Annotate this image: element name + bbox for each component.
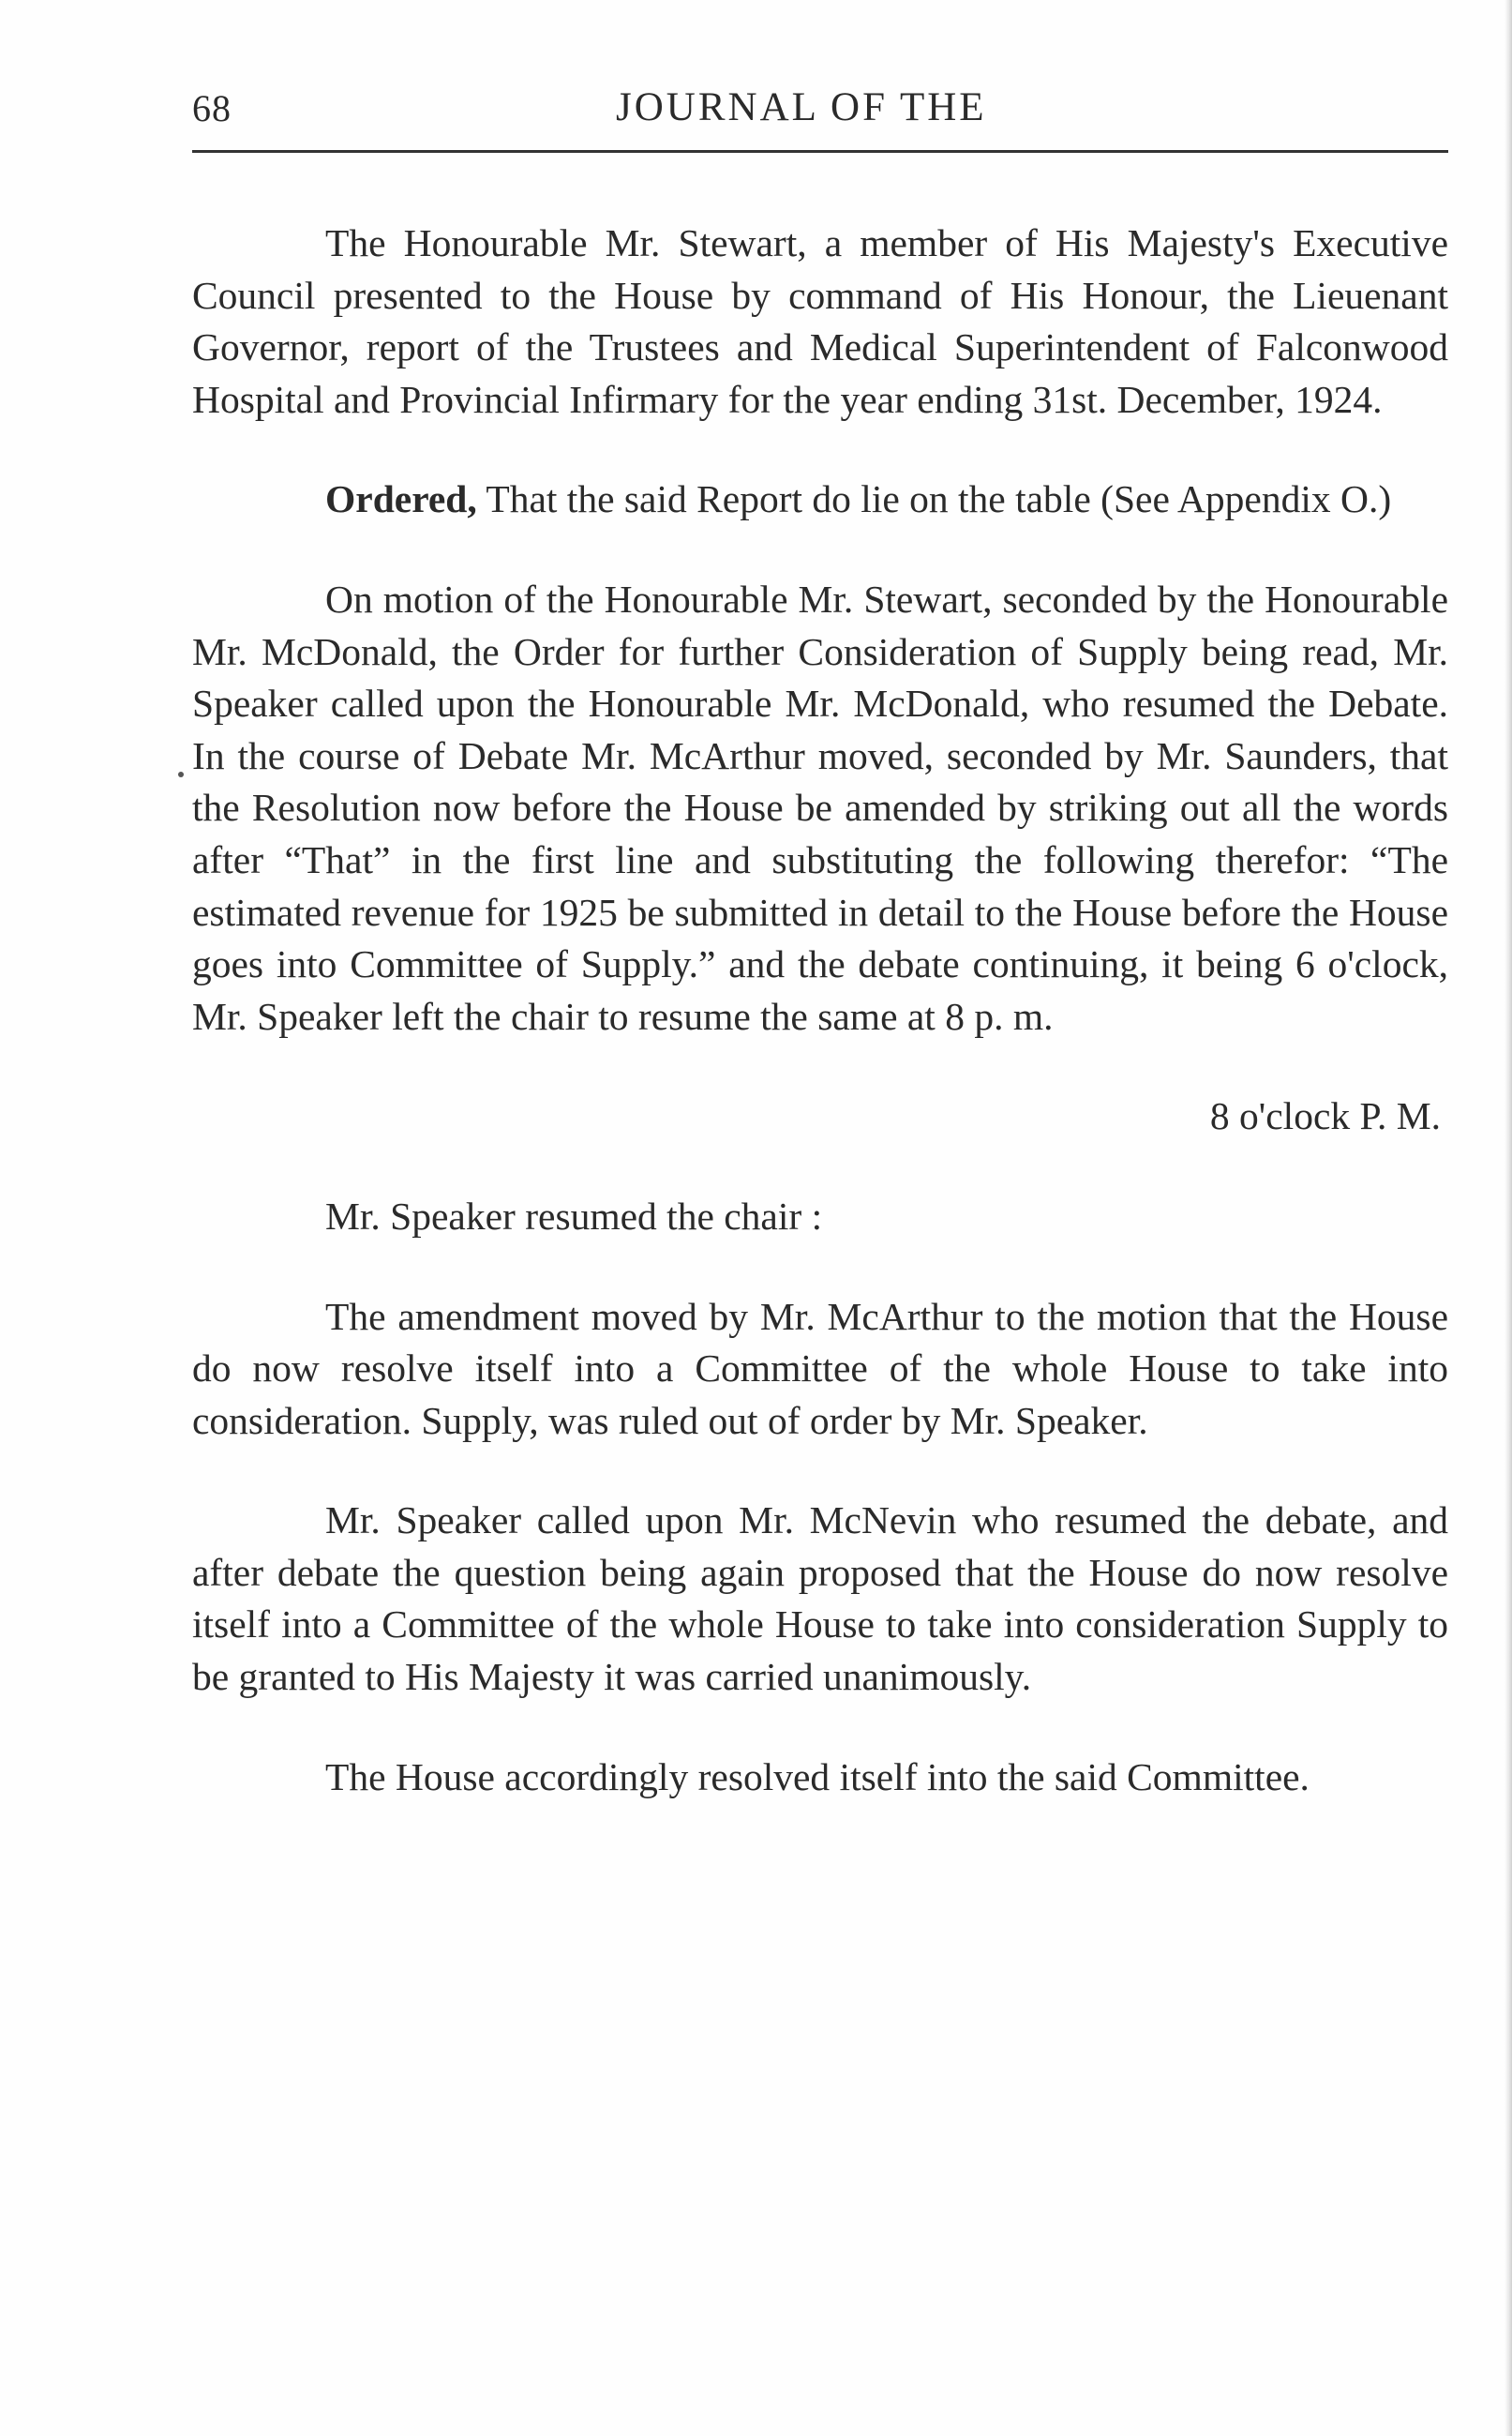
paragraph-committee-resolved: The House accordingly resolved itself into the said Committee. bbox=[325, 1754, 1310, 1798]
paragraph-mcnevin-debate: Mr. Speaker called upon Mr. McNevin who resumed the debate, and after debate the question being again proposed that the House do now resolve itself into a Committee of the whole House to take into consideration Supply to be granted to His Majesty it was carried unanimously. bbox=[192, 1498, 1448, 1699]
paragraph-speaker-resumed: Mr. Speaker resumed the chair : bbox=[325, 1194, 823, 1238]
running-head: JOURNAL OF THE bbox=[616, 85, 987, 129]
page-edge-shadow bbox=[1505, 0, 1512, 2436]
ordered-label: Ordered, bbox=[325, 477, 477, 521]
paragraph-amendment-ruled: The amendment moved by Mr. McArthur to the motion that the House do now resolve itself into a Committee of the whole House to take into consideration. Supply, was ruled out of order by Mr. Speaker. bbox=[192, 1294, 1448, 1442]
margin-mark bbox=[178, 772, 184, 777]
paragraph-report-presented: The Honourable Mr. Stewart, a member of His Majesty's Executive Council presented to the House by command of His Honour, the Lieuenant Governor, report of the Trustees and Medical Superintendent of Falconwood Hospital and Provincial Infirmary for the year ending 31st. December, 1924. bbox=[192, 221, 1448, 421]
page-header bbox=[192, 86, 1448, 143]
page-number: 68 bbox=[192, 87, 232, 129]
paragraph-ordered bbox=[192, 474, 1448, 526]
body-text bbox=[192, 218, 1448, 1803]
header-rule bbox=[192, 150, 1448, 153]
ordered-text: That the said Report do lie on the table (See Appendix O.) bbox=[476, 477, 1392, 521]
paragraph-supply-motion: On motion of the Honourable Mr. Stewart, seconded by the Honourable Mr. McDonald, the Order for further Consideration of Supply being read, Mr. Speaker called upon the Honourable Mr. McDonald, who resumed the Debate. In the course of Debate Mr. McArthur moved, seconded by Mr. Saunders, that the Resolution now before the House be amended by striking out all the words after “That” in the first line and substituting the following therefor: “The estimated revenue for 1925 be submitted in detail to the House before the House goes into Committee of Supply.” and the debate continuing, it being 6 o'clock, Mr. Speaker left the chair to resume the same at 8 p. m. bbox=[192, 577, 1448, 1038]
time-heading: 8 o'clock P. M. bbox=[1209, 1094, 1441, 1138]
